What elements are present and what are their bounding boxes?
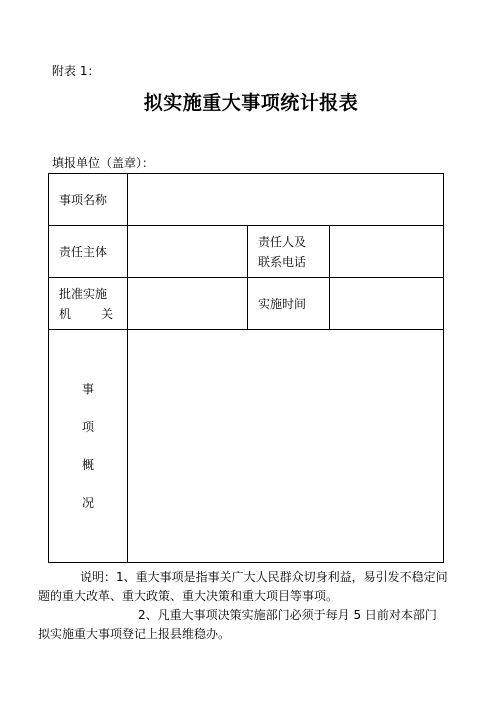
note-2: 2、凡重大事项决策实施部门必须于每月 5 日前对本部门拟实施重大事项登记上报县维稳办。 bbox=[38, 608, 437, 641]
approval-org-line1: 批准实施 bbox=[59, 286, 108, 301]
responsible-body-label: 责任主体 bbox=[49, 226, 128, 278]
annex-label: 附表 1： bbox=[52, 64, 100, 78]
approval-org-label bbox=[49, 278, 128, 330]
summary-char-4: 况 bbox=[81, 496, 94, 510]
item-name-field[interactable] bbox=[128, 174, 444, 226]
row-approval bbox=[49, 278, 444, 330]
approval-org-line2 bbox=[59, 304, 113, 324]
item-name-label: 事项名称 bbox=[49, 174, 128, 226]
implement-time-label: 实施时间 bbox=[248, 278, 330, 330]
notes-section bbox=[38, 568, 448, 644]
row-summary bbox=[49, 330, 444, 563]
summary-char-3: 概 bbox=[81, 458, 94, 472]
responsible-person-line1: 责任人及 bbox=[258, 234, 307, 249]
summary-label bbox=[49, 330, 128, 563]
row-item-name bbox=[49, 174, 444, 226]
form-title: 拟实施重大事项统计报表 bbox=[143, 92, 359, 114]
summary-char-2: 项 bbox=[81, 420, 94, 434]
row-responsible bbox=[49, 226, 444, 278]
approval-org-char-1: 机 bbox=[59, 306, 72, 321]
responsible-person-line2: 联系电话 bbox=[258, 254, 307, 269]
summary-field[interactable] bbox=[128, 330, 444, 563]
reporting-unit-label: 填报单位（盖章）： bbox=[52, 156, 155, 170]
note-1: 说明：1、重大事项是指事关广大人民群众切身利益，易引发不稳定问题的重大改革、重大政策、重大决策和重大项目等事项。 bbox=[38, 570, 448, 603]
summary-char-1: 事 bbox=[81, 382, 94, 396]
approval-org-char-2: 关 bbox=[100, 306, 113, 321]
responsible-person-label bbox=[248, 226, 330, 278]
approval-org-field[interactable] bbox=[128, 278, 248, 330]
implement-time-field[interactable] bbox=[330, 278, 444, 330]
responsible-person-field[interactable] bbox=[330, 226, 444, 278]
report-form-table bbox=[48, 173, 444, 563]
responsible-body-field[interactable] bbox=[128, 226, 248, 278]
